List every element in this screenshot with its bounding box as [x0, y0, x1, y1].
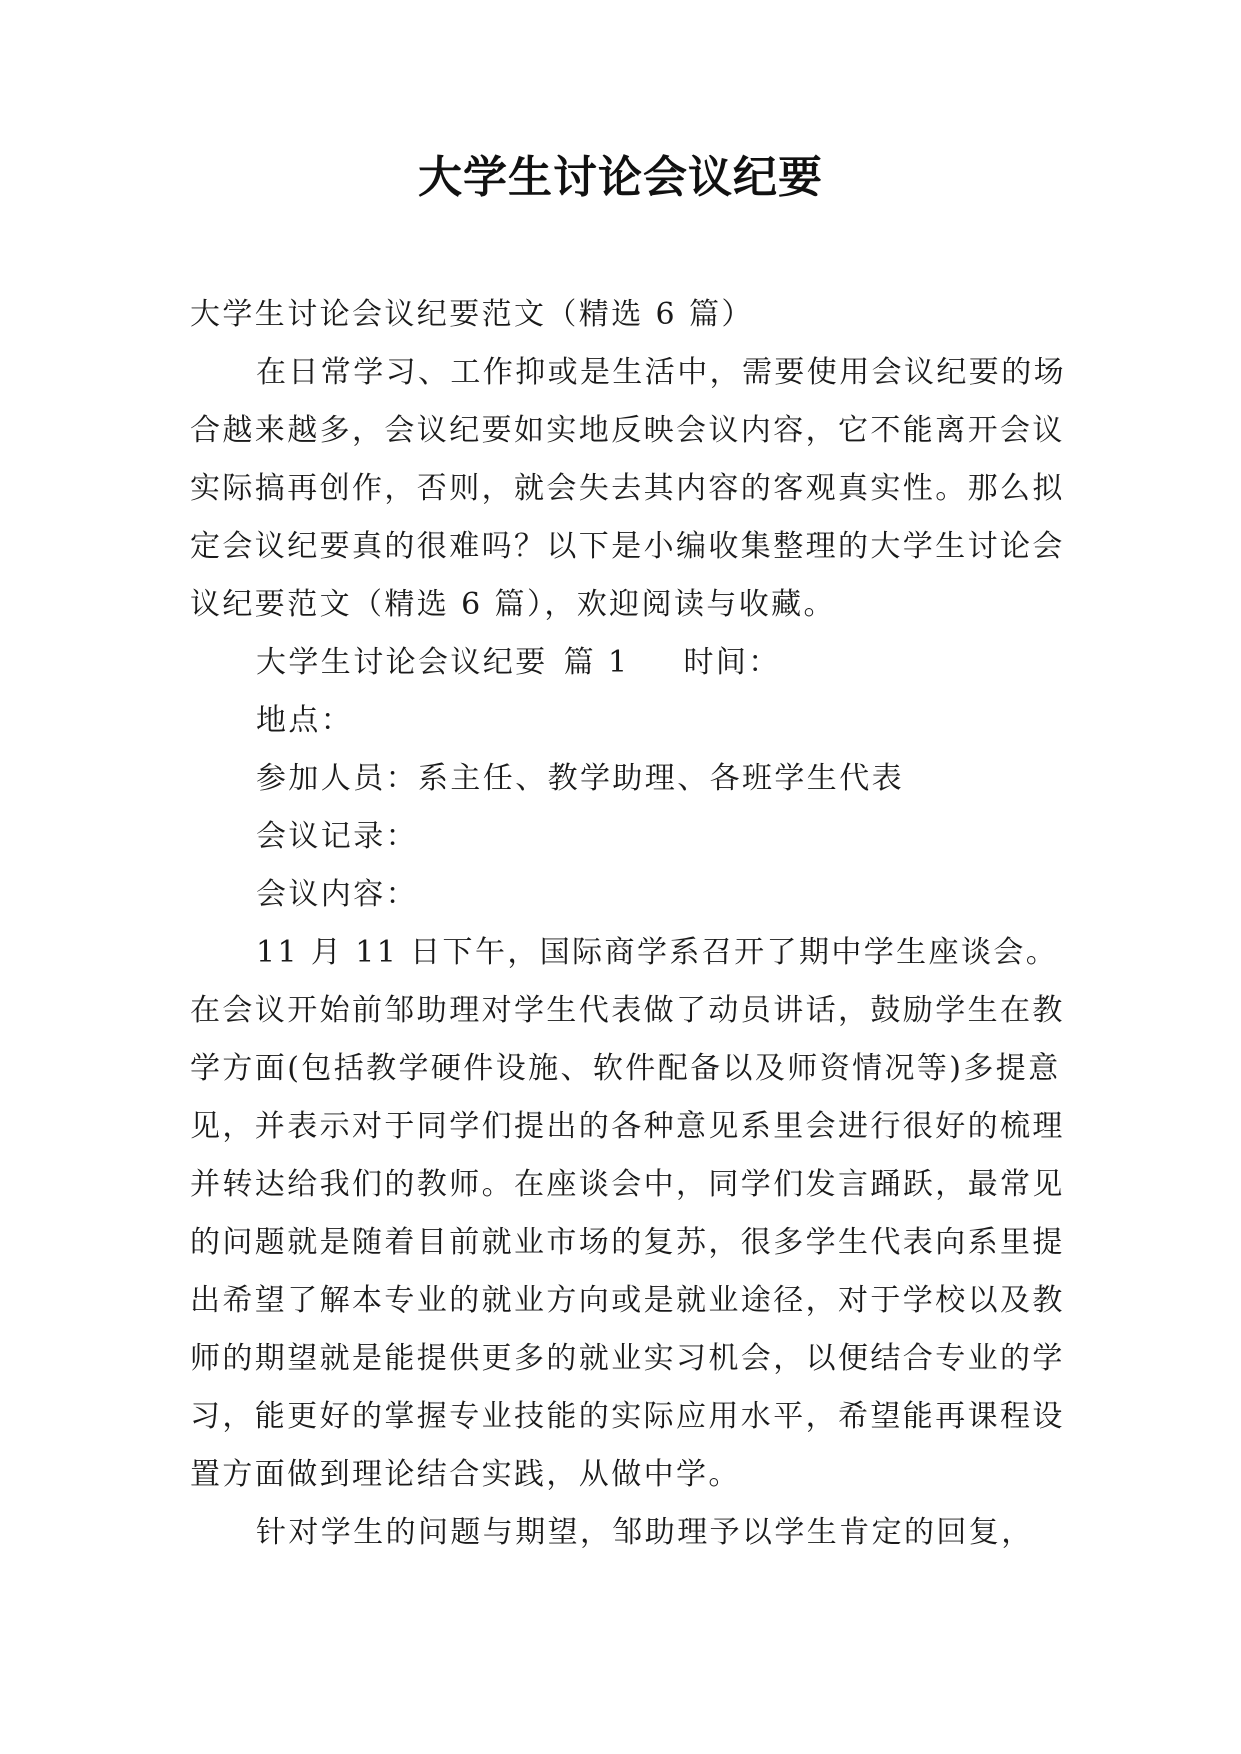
location-field: 地点：: [256, 703, 354, 738]
section-number: 篇 1: [563, 645, 630, 680]
intro-paragraph: 在日常学习、工作抑或是生活中，需要使用会议纪要的场合越来越多，会议纪要如实地反映会议内容，它不能离开会议实际搞再创作，否则，就会失去其内容的客观真实性。那么拟定会议纪要真的很难吗？以下是小编收集整理的大学生讨论会议纪要范文（精选 6 篇），欢迎阅读与收藏。: [190, 355, 1066, 622]
record-field: 会议记录：: [256, 819, 418, 854]
participants-field: 参加人员：系主任、教学助理、各班学生代表: [256, 761, 904, 796]
section-heading: 大学生讨论会议纪要: [256, 645, 548, 680]
meeting-paragraph-2: 针对学生的问题与期望，邹助理予以学生肯定的回复，: [256, 1515, 1034, 1550]
section-heading-line: [190, 634, 1070, 692]
document-subtitle: 大学生讨论会议纪要范文（精选 6 篇）: [190, 297, 754, 332]
meeting-paragraph-1: 11 月 11 日下午，国际商学系召开了期中学生座谈会。在会议开始前邹助理对学生代表做了动员讲话，鼓励学生在教学方面(包括教学硬件设施、软件配备以及师资情况等)多提意见，并表示对于同学们提出的各种意见系里会进行很好的梳理并转达给我们的教师。在座谈会中，同学们发言踊跃，最常见的问题就是随着目前就业市场的复苏，很多学生代表向系里提出希望了解本专业的就业方向或是就业途径，对于学校以及教师的期望就是能提供更多的就业实习机会，以便结合专业的学习，能更好的掌握专业技能的实际应用水平，希望能再课程设置方面做到理论结合实践，从做中学。: [190, 935, 1065, 1492]
time-label: 时间：: [683, 645, 781, 680]
document-title: 大学生讨论会议纪要: [418, 152, 823, 203]
document-body: [190, 286, 1070, 1562]
content-field: 会议内容：: [256, 877, 418, 912]
